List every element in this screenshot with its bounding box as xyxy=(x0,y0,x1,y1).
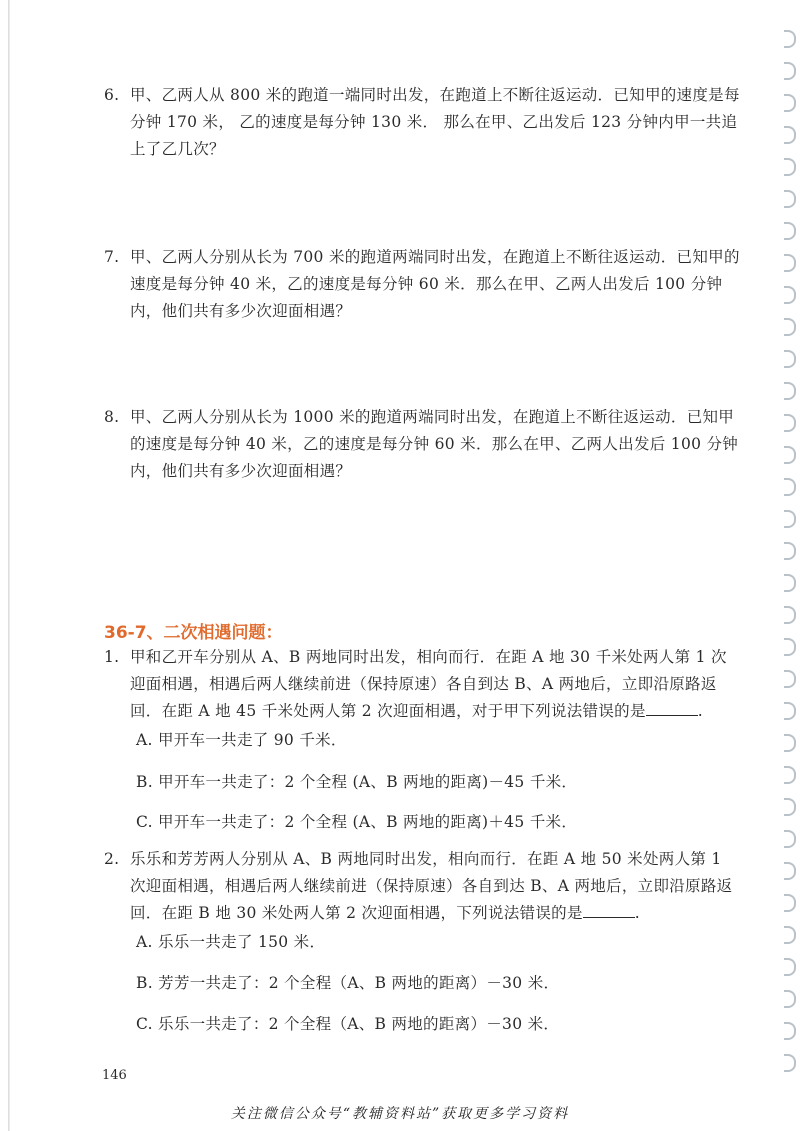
question-text xyxy=(130,846,740,927)
binder-ring-icon xyxy=(784,1022,796,1040)
binder-ring-icon xyxy=(784,446,796,464)
option-a: A. 乐乐一共走了 150 米． xyxy=(136,933,326,951)
option-a: A. 甲开车一共走了 90 千米． xyxy=(136,731,347,749)
page-edge xyxy=(8,0,10,1131)
option-c: C. 甲开车一共走了：2 个全程 (A、B 两地的距离)＋45 千米． xyxy=(136,813,578,831)
question-6 xyxy=(104,82,740,163)
question-number: 1. xyxy=(104,648,120,666)
binder-ring-icon xyxy=(784,382,796,400)
question-number: 8. xyxy=(104,408,120,426)
binder-ring-icon xyxy=(784,990,796,1008)
question-number: 2. xyxy=(104,850,120,868)
binder-ring-icon xyxy=(784,766,796,784)
binder-ring-icon xyxy=(784,414,796,432)
binder-ring-icon xyxy=(784,574,796,592)
question-7 xyxy=(104,244,740,325)
binder-ring-icon xyxy=(784,798,796,816)
page-number: 146 xyxy=(102,1068,127,1083)
binder-ring-icon xyxy=(784,126,796,144)
binder-ring-icon xyxy=(784,862,796,880)
question-text: 甲、乙两人分别从长为 1000 米的跑道两端同时出发，在跑道上不断往返运动．已知甲的速度是每分钟 40 米，乙的速度是每分钟 60 米．那么在甲、乙两人出发后 100 分钟内，他们共有多少次迎面相遇？ xyxy=(130,408,739,480)
answer-blank[interactable] xyxy=(583,901,635,918)
binder-ring-icon xyxy=(784,670,796,688)
footer-note: 关注微信公众号“教辅资料站”获取更多学习资料 xyxy=(230,1106,570,1122)
question-number: 6. xyxy=(104,86,120,104)
section-question-1 xyxy=(104,644,740,725)
section-question-2 xyxy=(104,846,740,927)
binder-ring-icon xyxy=(784,958,796,976)
binder-ring-icon xyxy=(784,158,796,176)
binder-ring-icon xyxy=(784,94,796,112)
binder-ring-icon xyxy=(784,542,796,560)
question-text-tail: . xyxy=(634,904,640,922)
question-8 xyxy=(104,404,740,485)
binder-ring-icon xyxy=(784,318,796,336)
binder-ring-icon xyxy=(784,1054,796,1072)
binder-ring-icon xyxy=(784,62,796,80)
option-b: B. 甲开车一共走了：2 个全程 (A、B 两地的距离)－45 千米． xyxy=(136,773,578,791)
option-c: C. 乐乐一共走了：2 个全程（A、B 两地的距离）－30 米． xyxy=(136,1015,560,1033)
binder-ring-icon xyxy=(784,734,796,752)
binder-ring-icon xyxy=(784,222,796,240)
binder-ring-icon xyxy=(784,30,796,48)
question-text-main: 乐乐和芳芳两人分别从 A、B 两地同时出发，相向而行．在距 A 地 50 米处两人第 1 次迎面相遇，相遇后两人继续前进（保持原速）各自到达 B、A 两地后，立即沿原路返回．在距 B 地 30 米处两人第 2 次迎面相遇，下列说法错误的是 xyxy=(130,850,733,922)
question-text: 甲、乙两人从 800 米的跑道一端同时出发，在跑道上不断往返运动．已知甲的速度是每分钟 170 米， 乙的速度是每分钟 130 米． 那么在甲、乙出发后 123 分钟内甲一共追上了乙几次？ xyxy=(130,86,740,158)
binder-ring-icon xyxy=(784,478,796,496)
binder-ring-icon xyxy=(784,510,796,528)
question-text: 甲、乙两人分别从长为 700 米的跑道两端同时出发，在跑道上不断往返运动．已知甲的速度是每分钟 40 米，乙的速度是每分钟 60 米．那么在甲、乙两人出发后 100 分钟内，他们共有多少次迎面相遇？ xyxy=(130,248,740,320)
section-title: 36-7、二次相遇问题： xyxy=(104,623,283,643)
binder-ring-icon xyxy=(784,350,796,368)
question-number: 7. xyxy=(104,248,120,266)
binder-ring-icon xyxy=(784,702,796,720)
question-text-tail: . xyxy=(697,702,703,720)
option-b: B. 芳芳一共走了：2 个全程（A、B 两地的距离）－30 米． xyxy=(136,974,560,992)
binder-ring-icon xyxy=(784,190,796,208)
binder-ring-icon xyxy=(784,926,796,944)
binder-ring-icon xyxy=(784,830,796,848)
binder-ring-icon xyxy=(784,894,796,912)
binder-ring-icon xyxy=(784,606,796,624)
answer-blank[interactable] xyxy=(646,699,698,716)
binder-rings xyxy=(774,30,800,1090)
binder-ring-icon xyxy=(784,638,796,656)
binder-ring-icon xyxy=(784,254,796,272)
question-text xyxy=(130,644,740,725)
question-text-main: 甲和乙开车分别从 A、B 两地同时出发，相向而行．在距 A 地 30 千米处两人第 1 次迎面相遇，相遇后两人继续前进（保持原速）各自到达 B、A 两地后，立即沿原路返回．在距 A 地 45 千米处两人第 2 次迎面相遇，对于甲下列说法错误的是 xyxy=(130,648,727,720)
binder-ring-icon xyxy=(784,286,796,304)
